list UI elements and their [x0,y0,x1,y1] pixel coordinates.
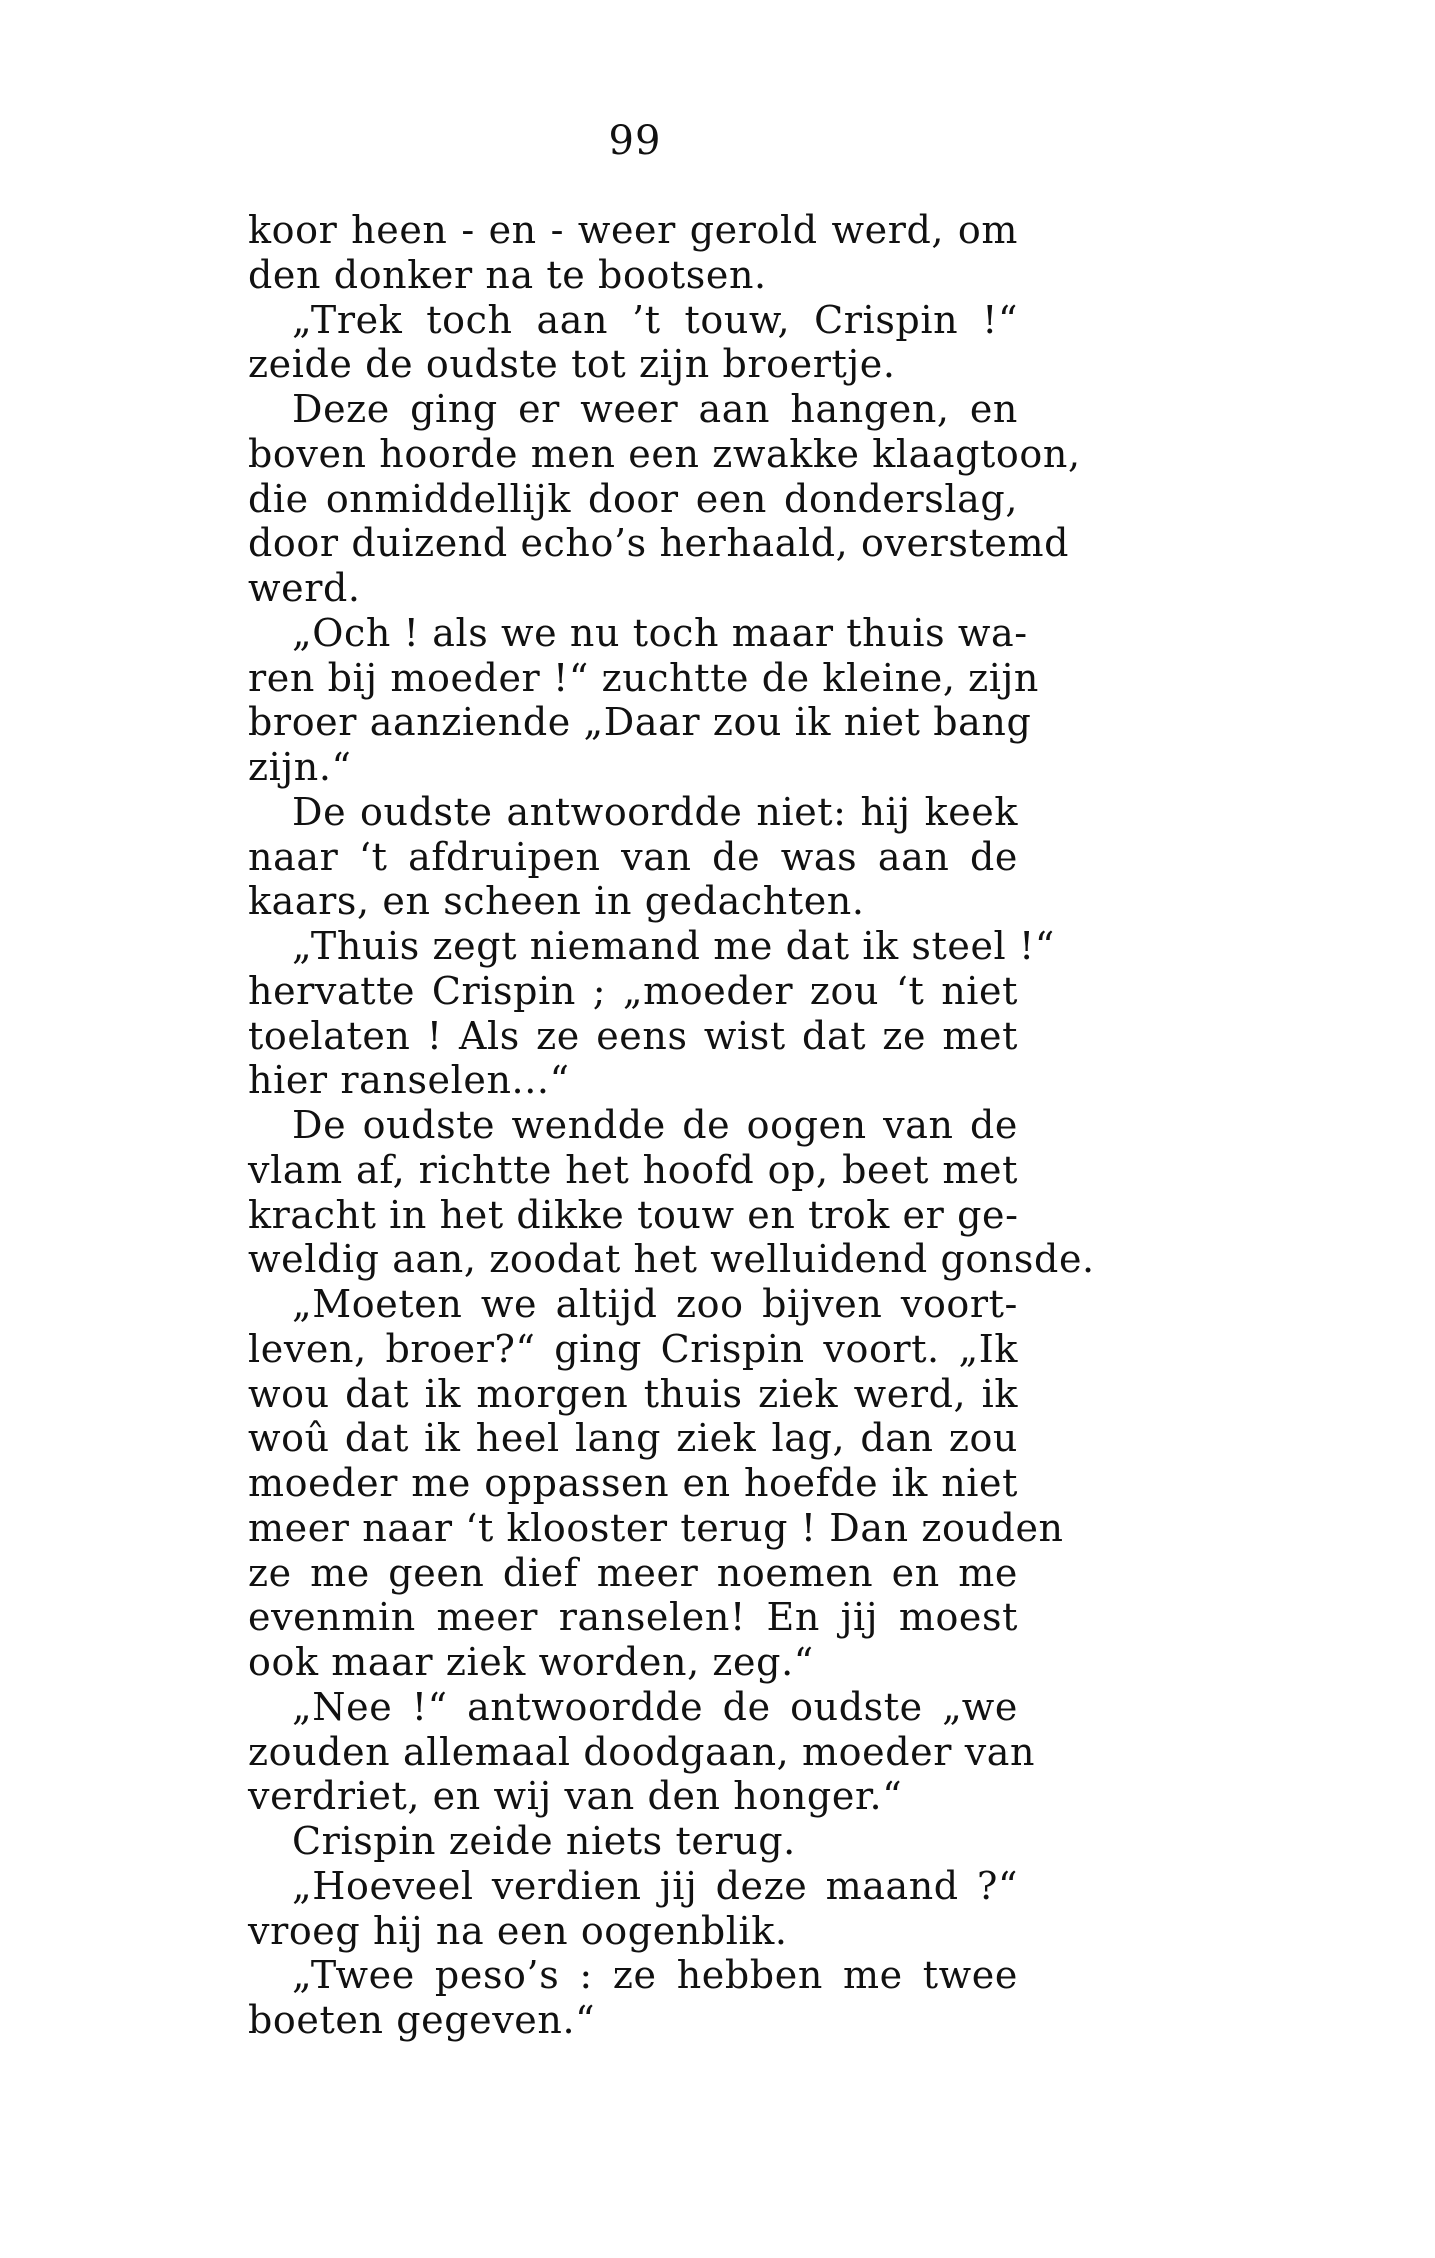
text-line: koor heen - en - weer gerold werd, om [248,208,1018,252]
text-line: zijn.“ [248,745,352,789]
text-line: kracht in het dikke touw en trok er ge- [248,1192,1019,1237]
text-line: toelaten ! Als ze eens wist dat ze met [248,1013,1018,1058]
text-line: meer naar ‘t klooster terug ! Dan zouden [248,1505,1064,1550]
text-line: zeide de oudste tot zijn broertje. [248,342,896,387]
text-line: „Thuis zegt niemand me dat ik steel !“ [292,924,1055,968]
body-text [248,208,1095,2043]
text-line: ze me geen dief meer noemen en me [248,1550,1018,1595]
text-line: door duizend echo’s herhaald, overstemd [248,521,1070,566]
text-line: „Och ! als we nu toch maar thuis wa- [292,610,1028,655]
text-line: „Trek toch aan ’t touw, Crispin !“ [292,297,1018,342]
text-line: zouden allemaal doodgaan, moeder van [248,1729,1036,1774]
text-line: moeder me oppassen en hoefde ik niet [248,1461,1018,1505]
page-number: 99 [608,118,662,164]
text-line: ren bij moeder !“ zuchtte de kleine, zijn [248,655,1040,700]
text-line: De oudste wendde de oogen van de [292,1103,1018,1147]
text-line: weldig aan, zoodat het welluidend gonsde. [248,1237,1095,1282]
text-line: hervatte Crispin ; „moeder zou ‘t niet [248,968,1018,1013]
text-line: werd. [248,566,361,610]
text-line: Crispin zeide niets terug. [292,1819,796,1863]
text-line: „Hoeveel verdien jij deze maand ?“ [292,1863,1018,1908]
text-line: „Moeten we altijd zoo bijven voort- [292,1282,1018,1326]
text-line: die onmiddellijk door een donderslag, [248,476,1018,521]
text-line: „Twee peso’s : ze hebben me twee [292,1953,1018,1998]
text-line: evenmin meer ranselen! En jij moest [248,1595,1018,1640]
text-line: wou dat ik morgen thuis ziek werd, ik [248,1371,1018,1416]
text-line: vlam af, richtte het hoofd op, beet met [248,1147,1018,1192]
text-line: hier ranselen...“ [248,1058,570,1103]
text-line: „Nee !“ antwoordde de oudste „we [292,1684,1018,1729]
text-line: naar ‘t afdruipen van de was aan de [248,834,1018,879]
text-line: boven hoorde men een zwakke klaagtoon, [248,431,1081,476]
text-line: den donker na te bootsen. [248,252,767,297]
text-line: Deze ging er weer aan hangen, en [292,387,1018,431]
text-line: ook maar ziek worden, zeg.“ [248,1640,814,1684]
text-line: verdriet, en wij van den honger.“ [248,1774,903,1819]
text-line: leven, broer?“ ging Crispin voort. „Ik [248,1326,1018,1371]
text-line: broer aanziende „Daar zou ik niet bang [248,700,1032,745]
text-line: vroeg hij na een oogenblik. [248,1908,788,1953]
text-line: kaars, en scheen in gedachten. [248,879,865,924]
text-line: De oudste antwoordde niet: hij keek [292,789,1018,834]
text-line: woû dat ik heel lang ziek lag, dan zou [248,1416,1018,1461]
text-line: boeten gegeven.“ [248,1998,596,2042]
